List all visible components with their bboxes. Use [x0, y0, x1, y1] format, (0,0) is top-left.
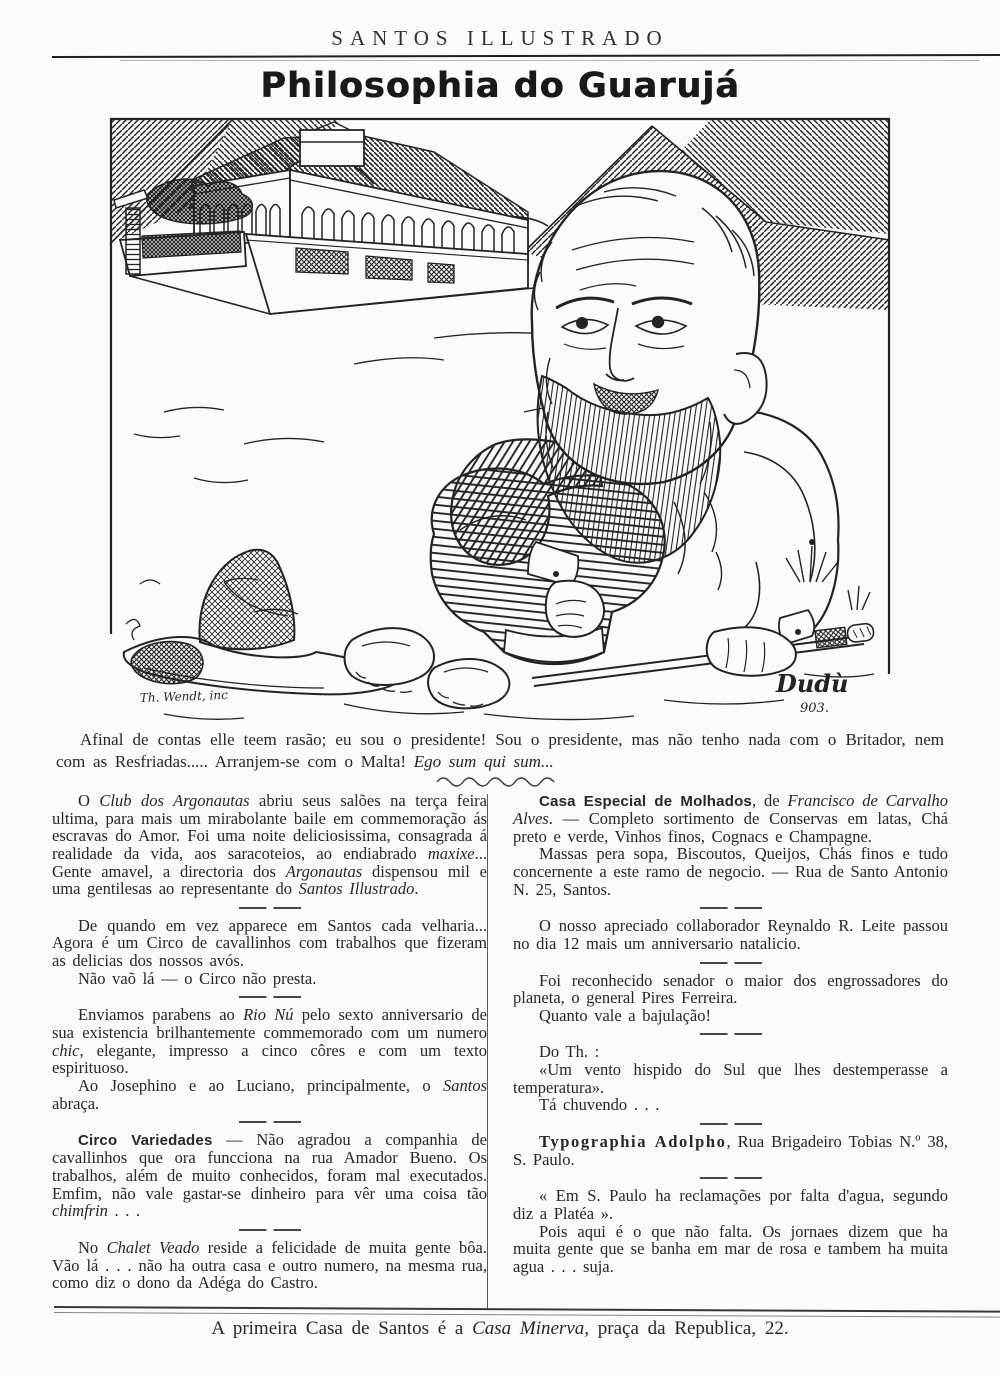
paragraph: Quanto vale a bajulação! [539, 1005, 711, 1025]
paragraph: Foi reconhecido senador o maior dos engrossadores do planeta, o general Pires Ferreira. [513, 970, 948, 1008]
paragraph: Do Th. : [539, 1042, 600, 1062]
masthead: SANTOS ILLUSTRADO [331, 26, 669, 50]
left-column [52, 792, 487, 1292]
paragraph: Ao Josephino e ao Luciano, principalmente, o Santos abraça. [52, 1075, 487, 1113]
illustration-caption: Afinal de contas elle teem rasão; eu sou o presidente! Sou o presidente, mas não tenho nada com o Britador, nem com as Resfriadas..... Arranjem-se com o Malta! Ego sum qui sum... [56, 730, 944, 772]
paragraph: Massas pera sopa, Biscoutos, Queijos, Chás finos e tudo concernente a este ramo de negocio. — Rua de Santo Antonio N. 25, Santos. [513, 844, 948, 899]
paragraph: Não vaõ lá — o Circo não presta. [78, 968, 317, 988]
paragraph: Typographia Adolpho, Rua Brigadeiro Tobias N.º 38, S. Paulo. [513, 1132, 948, 1169]
artist-year: 903. [800, 701, 829, 716]
section-divider [700, 1033, 762, 1035]
masthead-rule [52, 54, 1000, 58]
paragraph: Pois aqui é o que não falta. Os jornaes dizem que ha muita gente que se banha em mar de rosa e tambem ha muita agua . . . suja. [513, 1221, 948, 1276]
article-columns [52, 792, 948, 1292]
engraver-signature: Th. Wendt, inc [139, 687, 229, 705]
section-divider [239, 996, 301, 998]
section-divider [700, 907, 762, 909]
paragraph: «Um vento hispido do Sul que lhes destemperasse a temperatura». [513, 1060, 948, 1097]
section-divider [700, 1123, 762, 1125]
column-rule [487, 794, 488, 1310]
artist-signature: Dudù [776, 669, 849, 698]
section-divider [239, 1229, 301, 1231]
footer-ad-line: A primeira Casa de Santos é a Casa Minerva, praça da Republica, 22. [211, 1318, 789, 1339]
section-divider [239, 1121, 301, 1123]
wavy-divider [0, 774, 1000, 792]
right-column [513, 792, 948, 1292]
paragraph: Circo Variedades — Não agradou a companhia de cavallinhos que ora funcciona na rua Amador Bueno. Os trabalhos, além de muito conhecidos, foram mal executados. Emfim, não vale gastar-se dinheiro para vêr uma coisa tão chimfrin . . . [52, 1130, 487, 1221]
section-divider [700, 962, 762, 964]
paragraph: O Club dos Argonautas abriu seus salões na terça feira ultima, para mais um mirabolante baile em commemoração ás escravas do Amor. Foi uma noite deliciosissima, consagrada á realidade da vida, aos saracoteios, ao endiabrado maxixe... Gente amavel, a directoria dos Argonautas dispensou mil e uma gentilesas ao representante do Santos Illustrado. [52, 791, 488, 899]
paragraph: De quando em vez apparece em Santos cada velharia... Agora é um Circo de cavallinhos com trabalhos que fizeram as delicias dos nossos avós. [52, 915, 487, 971]
paragraph: Tá chuvendo . . . [539, 1095, 660, 1115]
paragraph: Enviamos parabens ao Rio Nú pelo sexto anniversario de sua existencia brilhantemente commemorado com um numero chic, elegante, impresso a cinco côres e com um texto espirituoso. [52, 1005, 488, 1078]
grass-tufts [786, 539, 870, 610]
page-title: Philosophia do Guarujá [260, 66, 740, 106]
masthead-rule-echo [120, 60, 980, 61]
paragraph: O nosso apreciado collaborador Reynaldo R. Leite passou no dia 12 mais um anniversario natalicio. [513, 916, 948, 953]
paragraph: Casa Especial de Molhados, de Francisco de Carvalho Alves. — Completo sortimento de Conservas em latas, Chá preto e verde, Vinhos finos, Cognacs e Champagne. [513, 791, 948, 846]
section-divider [239, 907, 301, 909]
cartoon-illustration [104, 112, 896, 728]
section-divider [700, 1177, 762, 1179]
paragraph: No Chalet Veado reside a felicidade de muita gente bôa. Vão lá . . . não ha outra casa e outro numero, na mesma rua, como diz o dono da Adéga do Castro. [52, 1237, 488, 1293]
paragraph: « Em S. Paulo ha reclamações por falta d'agua, segundo diz a Platéa ». [513, 1186, 948, 1223]
footer-rule [54, 1306, 1000, 1318]
